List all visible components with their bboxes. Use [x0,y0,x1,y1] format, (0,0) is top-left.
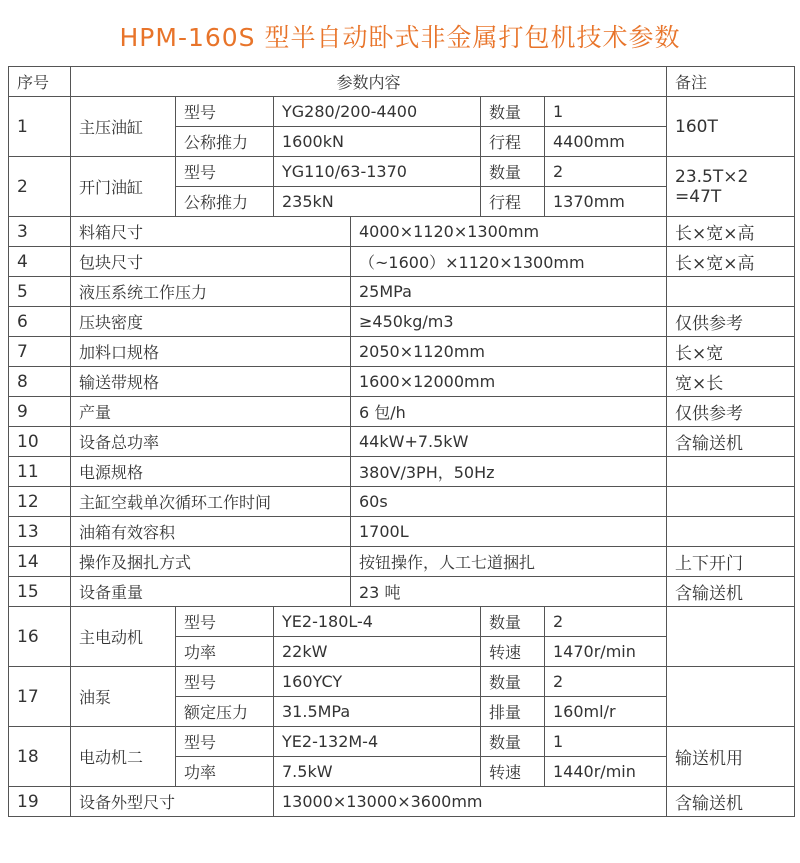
label-qty: 数量 [481,727,545,757]
row-note: 含输送机 [667,427,795,457]
row-value: 13000×13000×3600mm [274,787,667,817]
label-model: 型号 [176,727,274,757]
row-note [667,457,795,487]
row-name: 操作及捆扎方式 [71,547,351,577]
document-title: HPM-160S 型半自动卧式非金属打包机技术参数 [119,23,681,52]
label-power: 功率 [176,757,274,787]
value-qty: 1 [545,727,667,757]
value-qty: 2 [545,607,667,637]
label-force: 公称推力 [176,187,274,217]
label-model: 型号 [176,667,274,697]
row-note: 长×宽×高 [667,217,795,247]
header-content: 参数内容 [71,67,667,97]
table-row [9,217,795,247]
row-no: 10 [9,427,71,457]
header-note: 备注 [667,67,795,97]
row-note [667,277,795,307]
value-model: YG280/200-4400 [274,97,481,127]
row-name: 输送带规格 [71,367,351,397]
label-displacement: 排量 [481,697,545,727]
row-name: 开门油缸 [71,157,176,217]
row-value: 380V/3PH，50Hz [351,457,667,487]
value-model: 160YCY [274,667,481,697]
row-value: 44kW+7.5kW [351,427,667,457]
value-model: YG110/63-1370 [274,157,481,187]
table-row [9,577,795,607]
row-no: 19 [9,787,71,817]
row-name: 产量 [71,397,351,427]
row-no: 12 [9,487,71,517]
row-note: 输送机用 [667,727,795,787]
row-name: 油箱有效容积 [71,517,351,547]
row-no: 18 [9,727,71,787]
value-rated-pressure: 31.5MPa [274,697,481,727]
row-name: 设备外型尺寸 [71,787,274,817]
table-row [9,547,795,577]
row-value: 2050×1120mm [351,337,667,367]
row-note: 上下开门 [667,547,795,577]
row-no: 6 [9,307,71,337]
row-note [667,487,795,517]
row-value: 60s [351,487,667,517]
row-no: 3 [9,217,71,247]
value-qty: 2 [545,667,667,697]
row-note [667,607,795,667]
row-note [667,157,795,217]
row-value: （~1600）×1120×1300mm [351,247,667,277]
row-no: 11 [9,457,71,487]
label-model: 型号 [176,97,274,127]
row-name: 压块密度 [71,307,351,337]
table-row [9,367,795,397]
row-no: 9 [9,397,71,427]
label-speed: 转速 [481,757,545,787]
table-row [9,517,795,547]
row-no: 13 [9,517,71,547]
value-model: YE2-132M-4 [274,727,481,757]
label-stroke: 行程 [481,187,545,217]
row-note [667,667,795,727]
label-qty: 数量 [481,97,545,127]
row-note-line2: =47T [675,186,722,207]
row-name: 主缸空载单次循环工作时间 [71,487,351,517]
value-force: 1600kN [274,127,481,157]
row-note: 宽×长 [667,367,795,397]
row-note [667,517,795,547]
row-name: 设备总功率 [71,427,351,457]
table-row [9,787,795,817]
row-value: 按钮操作，人工七道捆扎 [351,547,667,577]
table-row [9,457,795,487]
row-no: 14 [9,547,71,577]
value-power: 7.5kW [274,757,481,787]
value-model: YE2-180L-4 [274,607,481,637]
table-row [9,727,795,757]
value-qty: 2 [545,157,667,187]
row-note: 长×宽 [667,337,795,367]
row-note: 仅供参考 [667,397,795,427]
row-name: 电动机二 [71,727,176,787]
row-value: 1600×12000mm [351,367,667,397]
table-row [9,607,795,637]
table-row [9,307,795,337]
row-note: 仅供参考 [667,307,795,337]
value-displacement: 160ml/r [545,697,667,727]
table-row [9,487,795,517]
simple-rows [9,217,795,607]
row-name: 油泵 [71,667,176,727]
row-note: 长×宽×高 [667,247,795,277]
table-row [9,427,795,457]
label-force: 公称推力 [176,127,274,157]
row-no: 2 [9,157,71,217]
row-value: 4000×1120×1300mm [351,217,667,247]
label-stroke: 行程 [481,127,545,157]
row-value: 1700L [351,517,667,547]
row-no: 16 [9,607,71,667]
table-row [9,97,795,127]
row-no: 7 [9,337,71,367]
label-power: 功率 [176,637,274,667]
table-row [9,277,795,307]
label-rated-pressure: 额定压力 [176,697,274,727]
spec-table [8,66,795,817]
label-speed: 转速 [481,637,545,667]
table-row [9,667,795,697]
row-note: 160T [667,97,795,157]
row-no: 17 [9,667,71,727]
label-model: 型号 [176,607,274,637]
row-name: 电源规格 [71,457,351,487]
row-no: 5 [9,277,71,307]
row-note-line1: 23.5T×2 [675,166,749,187]
row-name: 主电动机 [71,607,176,667]
row-value: 6 包/h [351,397,667,427]
row-note: 含输送机 [667,787,795,817]
row-note: 含输送机 [667,577,795,607]
row-value: 23 吨 [351,577,667,607]
row-no: 15 [9,577,71,607]
row-name: 设备重量 [71,577,351,607]
table-row [9,157,795,187]
row-name: 主压油缸 [71,97,176,157]
table-row [9,397,795,427]
label-model: 型号 [176,157,274,187]
row-name: 料箱尺寸 [71,217,351,247]
value-speed: 1440r/min [545,757,667,787]
value-stroke: 1370mm [545,187,667,217]
value-speed: 1470r/min [545,637,667,667]
value-power: 22kW [274,637,481,667]
row-no: 1 [9,97,71,157]
header-row [9,67,795,97]
row-no: 4 [9,247,71,277]
row-name: 加料口规格 [71,337,351,367]
label-qty: 数量 [481,157,545,187]
value-qty: 1 [545,97,667,127]
label-qty: 数量 [481,607,545,637]
table-row [9,337,795,367]
row-name: 液压系统工作压力 [71,277,351,307]
table-row [9,247,795,277]
value-stroke: 4400mm [545,127,667,157]
row-no: 8 [9,367,71,397]
row-name: 包块尺寸 [71,247,351,277]
row-value: 25MPa [351,277,667,307]
header-no: 序号 [9,67,71,97]
label-qty: 数量 [481,667,545,697]
value-force: 235kN [274,187,481,217]
row-value: ≥450kg/m3 [351,307,667,337]
